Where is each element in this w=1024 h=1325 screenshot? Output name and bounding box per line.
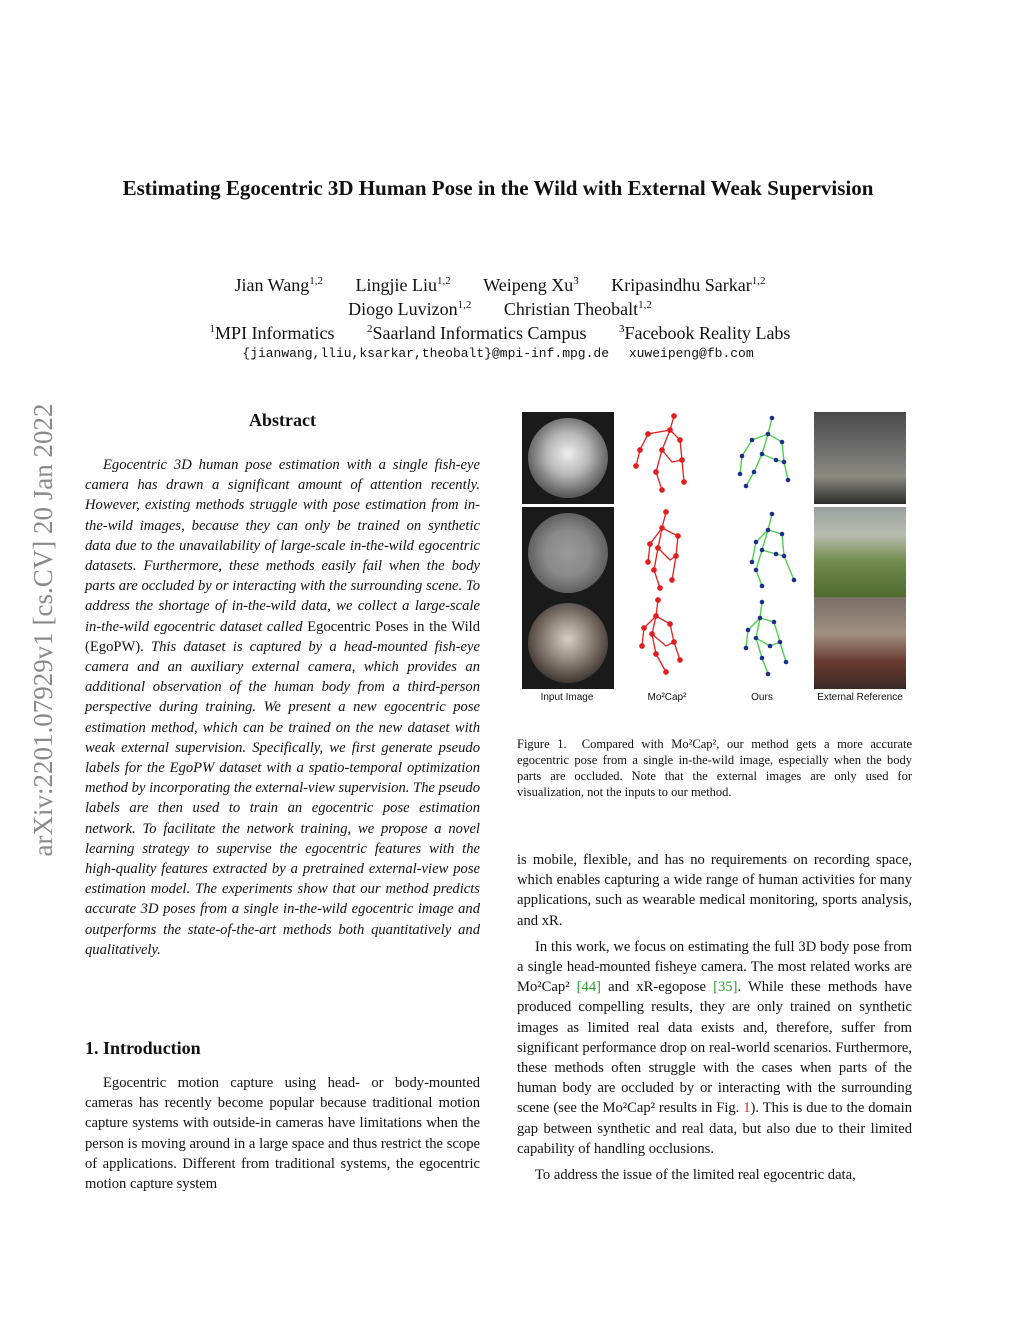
- input-image-1: [522, 412, 614, 504]
- dataset-name: Egocentric Poses in the Wild (EgoPW).: [85, 618, 480, 655]
- author: Diogo Luvizon$^{1,2}$: [348, 299, 472, 319]
- external-reference-image-1: [814, 412, 906, 504]
- arxiv-identifier: arXiv:2201.07929v1 [cs.CV] 20 Jan 2022: [28, 403, 58, 857]
- abstract-body: Egocentric 3D human pose estimation with a single fish-eye camera has drawn a significant amount of attention recently. However, existing methods struggle with pose estimation from in-the-wild images, because they can only be trained on synthetic data due to the unavailability of large-scale in-the-wild egocentric datasets. Furthermore, these methods easily fail when the body parts are occluded by or interacting with the surrounding scene. To address the shortage of in-the-wild data, we collect a large-scale in-the-wild egocentric dataset called Egocentric Poses in the Wild (EgoPW). This dataset is captured by a head-mounted fish-eye camera and an auxiliary external camera, which provides an additional observation of the human body from a third-person perspective during training. We present a new egocentric pose estimation method, which can be trained on the new dataset with weak external supervision. Specifically, we first generate pseudo labels for the EgoPW dataset with a spatio-temporal optimization method by incorporating the external-view supervision. The pseudo labels are then used to train an egocentric pose estimation network. To facilitate the network training, we propose a novel learning strategy to supervise the egocentric features with the high-quality features extracted by a pretrained external-view pose estimation model. The experiments show that our method predicts accurate 3D poses from a single in-the-wild egocentric image and outperforms the state-of-the-art methods both quantitatively and qualitatively.: [85, 457, 480, 958]
- paragraph: Egocentric motion capture using head- or body-mounted cameras has recently become popular because traditional motion capture systems with outside-in cameras have limitations when the person is moving around in a large space and thus restrict the scope of applications. Different from traditional systems, the egocentric motion capture system: [85, 1075, 480, 1193]
- author: Weipeng Xu$^3$: [483, 275, 579, 295]
- external-reference-image-2: [814, 507, 906, 599]
- ours-skeletons: [722, 410, 812, 690]
- figure-1: [517, 410, 912, 710]
- input-image-3: [522, 597, 614, 689]
- affiliation: $^3$Facebook Reality Labs: [618, 323, 791, 343]
- label-input-image: Input Image: [540, 692, 594, 703]
- figure-reference[interactable]: 1: [743, 1100, 751, 1117]
- label-external-reference: External Reference: [817, 692, 903, 703]
- email[interactable]: {jianwang,lliu,ksarkar,theobalt}@mpi-inf.mpg.de: [242, 346, 610, 361]
- right-column-body: [517, 850, 912, 1191]
- citation-35[interactable]: [35]: [713, 979, 738, 996]
- input-image-2: [522, 507, 614, 599]
- author: Jian Wang$^{1,2}$: [234, 275, 323, 295]
- mo2cap2-skeletons: [622, 410, 712, 690]
- affiliation: $^2$Saarland Informatics Campus: [367, 323, 587, 343]
- paragraph: To address the issue of the limited real egocentric data,: [535, 1167, 856, 1184]
- section-heading-introduction: 1. Introduction: [85, 1038, 201, 1058]
- paragraph: is mobile, flexible, and has no requirements on recording space, which enables capturing a wide range of human activities for many applications, such as wearable medical monitoring, sports analysis, and xR.: [517, 852, 912, 929]
- label-mo2cap2: Mo²Cap²: [647, 692, 687, 703]
- author: Kripasindhu Sarkar$^{1,2}$: [611, 275, 766, 295]
- authors-line-1: [100, 270, 900, 296]
- author-emails: [100, 346, 896, 361]
- affiliation: $^1$MPI Informatics: [209, 323, 335, 343]
- author: Lingjie Liu$^{1,2}$: [355, 275, 451, 295]
- email[interactable]: xuweipeng@fb.com: [628, 346, 754, 361]
- citation-44[interactable]: [44]: [576, 979, 601, 996]
- figure-1-caption: Figure 1. Compared with Mo²Cap², our method gets a more accurate egocentric pose from a single in-the-wild image, especially when the body parts are occluded. Note that the external images are only used for visualization, not the inputs to our method.: [517, 737, 913, 799]
- authors-line-2: [100, 294, 900, 320]
- introduction-body: [85, 1073, 480, 1200]
- affiliations: [100, 318, 900, 344]
- paragraph: In this work, we focus on estimating the full 3D body pose from a single head-mounted fisheye camera. The most related works are Mo²Cap² [44] and xR-egopose [35]. While these methods have produced compelling results, they are only trained on synthetic images as limited real data exists and, therefore, suffer from significant performance drop on real-world scenarios. Furthermore, these methods often struggle with the cases when parts of the human body are occluded by or interacting with the surrounding scene (see the Mo²Cap² results in Fig. 1). This is due to the domain gap between synthetic and real data, but also due to their limited capability of handling occlusions.: [517, 938, 912, 1157]
- external-reference-image-3: [814, 597, 906, 689]
- label-ours: Ours: [751, 692, 773, 703]
- author: Christian Theobalt$^{1,2}$: [503, 299, 652, 319]
- paper-title: Estimating Egocentric 3D Human Pose in the Wild with External Weak Supervision: [122, 176, 874, 200]
- abstract-heading: Abstract: [249, 410, 316, 430]
